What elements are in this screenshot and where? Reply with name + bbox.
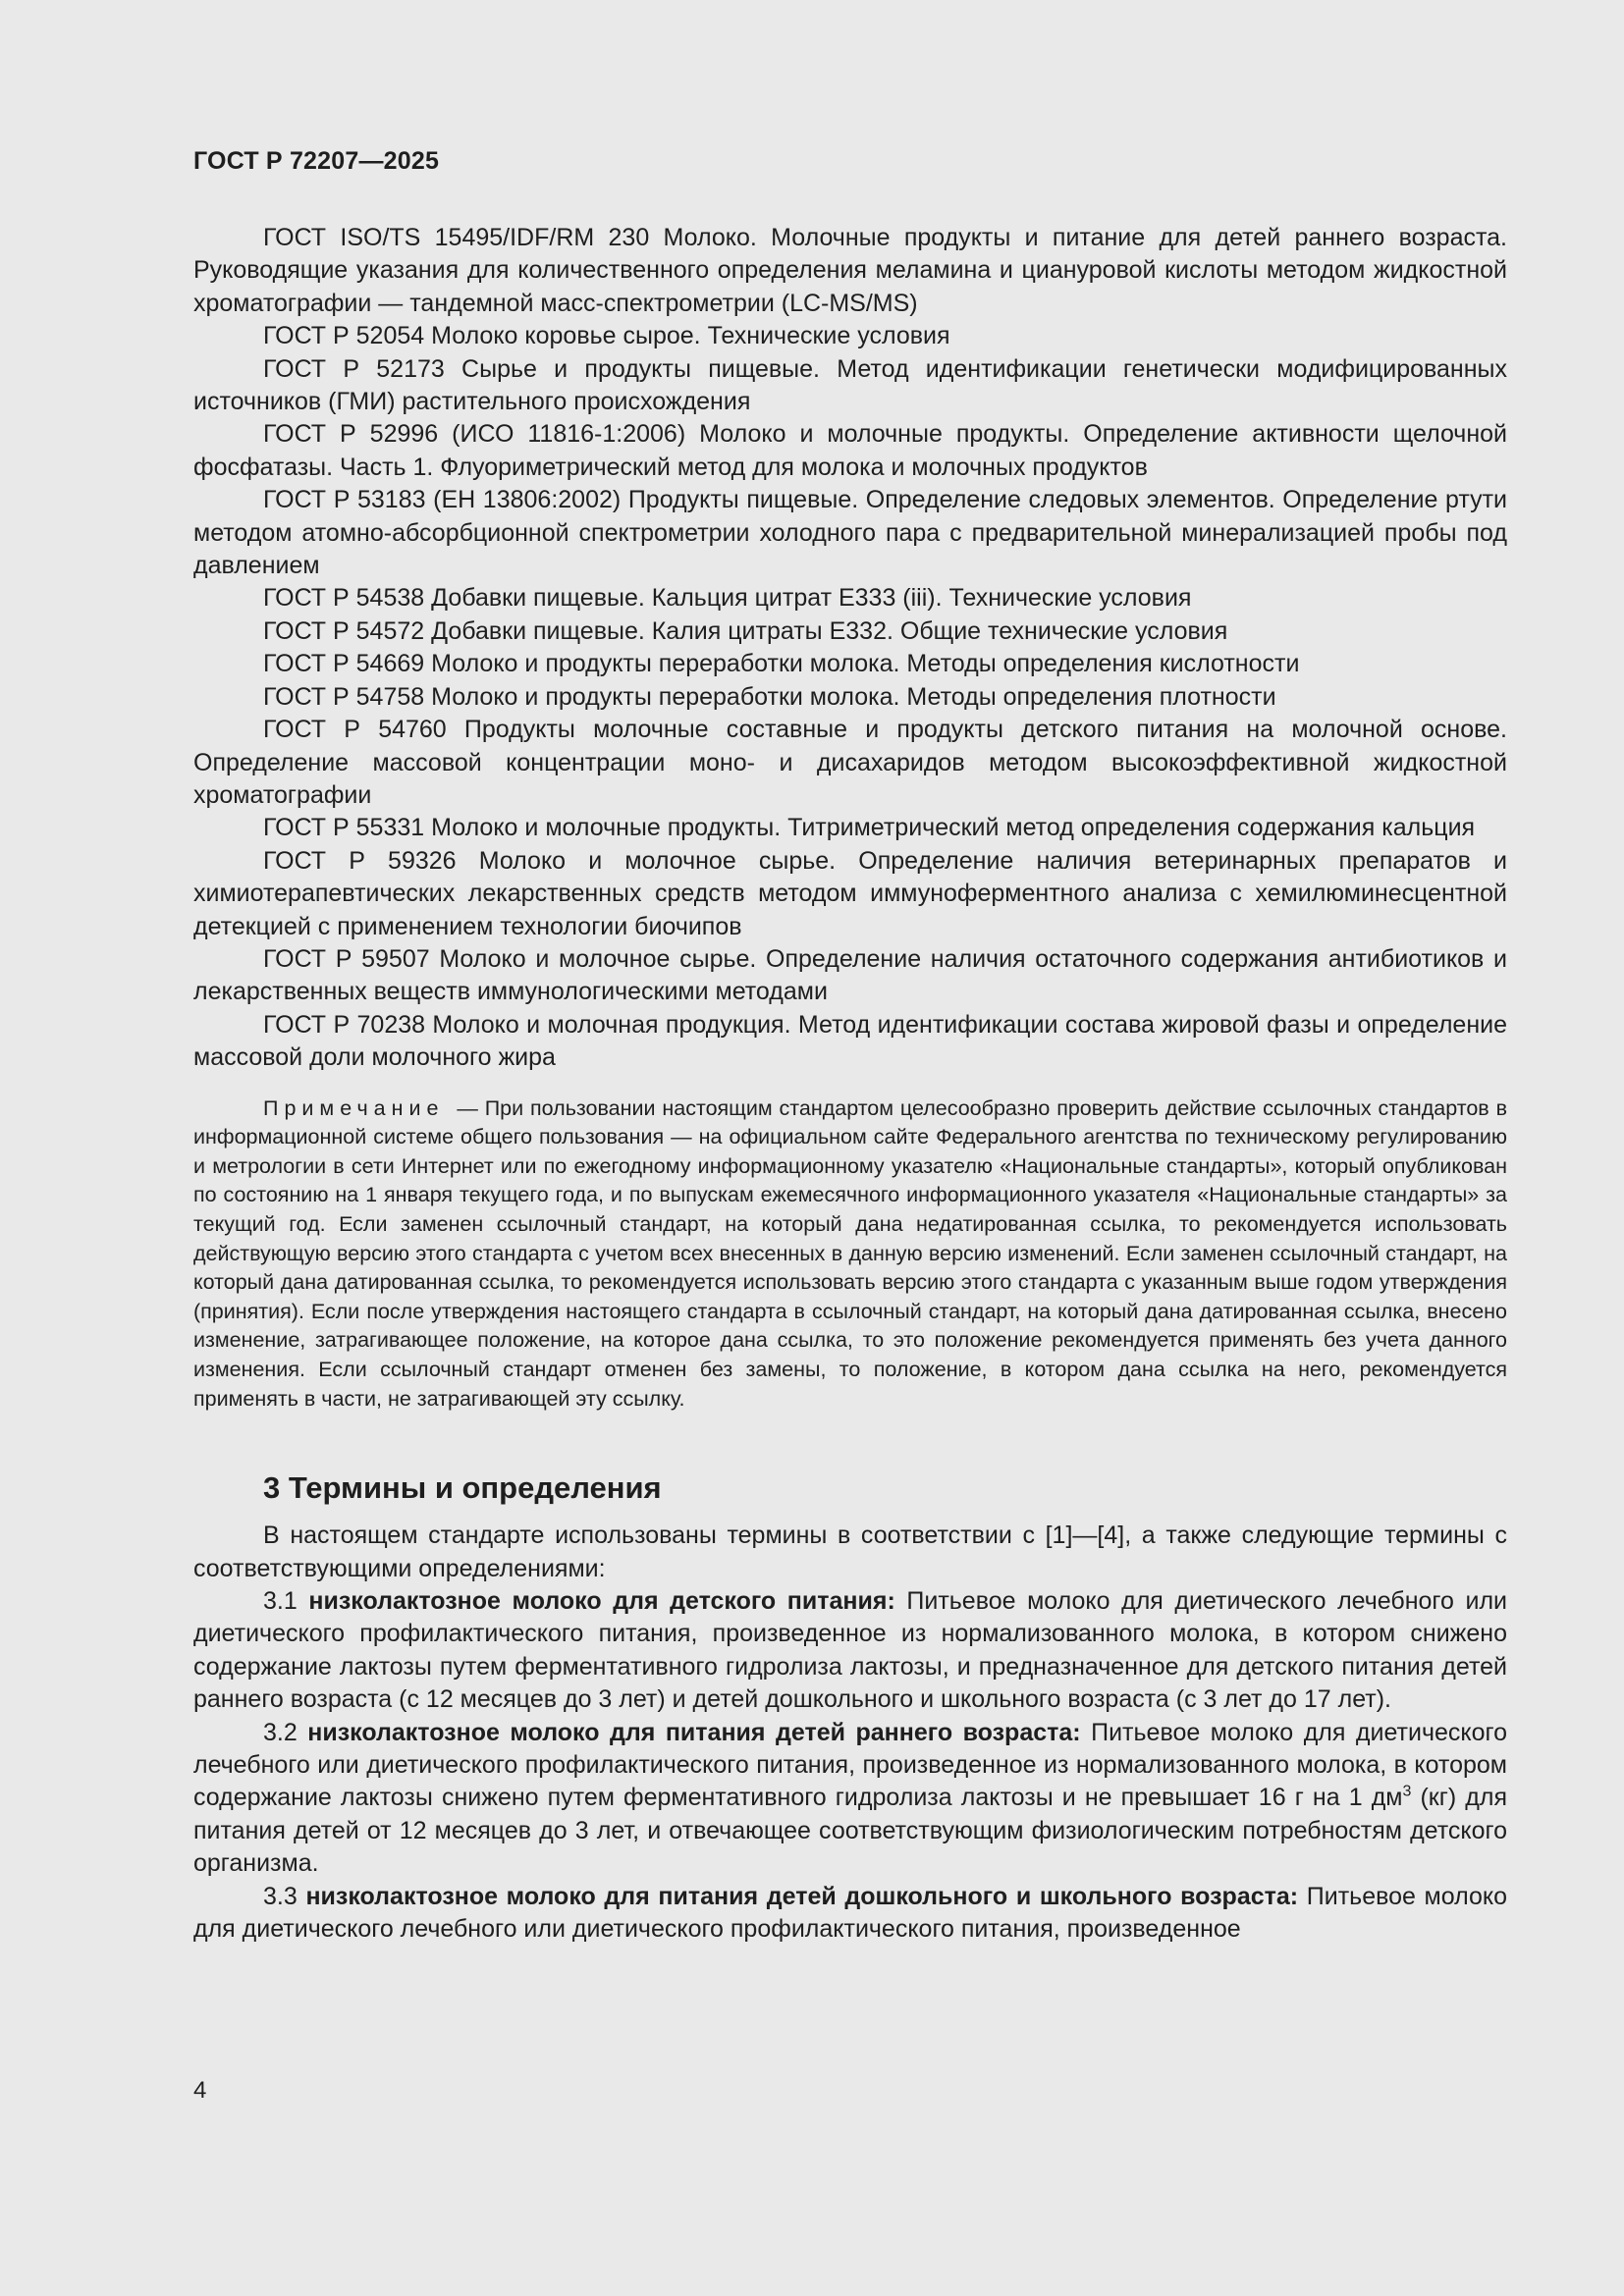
term-name: низколактозное молоко для детского питания: <box>308 1586 895 1615</box>
note-label: Примечание <box>263 1095 445 1120</box>
term-entry <box>193 1717 1507 1881</box>
reference-item: ГОСТ ISO/TS 15495/IDF/RM 230 Молоко. Молочные продукты и питание для детей раннего возраста. Руководящие указания для количественного определения меламина и циануровой кислоты методом жидкостной хроматографии — тандемной масс-спектрометрии (LC-MS/MS) <box>193 224 1507 317</box>
note-paragraph <box>193 1095 1507 1415</box>
reference-item: ГОСТ Р 55331 Молоко и молочные продукты. Титриметрический метод определения содержания кальция <box>263 814 1476 842</box>
reference-item: ГОСТ Р 53183 (ЕН 13806:2002) Продукты пищевые. Определение следовых элементов. Определение ртути методом атомно-абсорбционной спектрометрии холодного пара с предварительной минерализацией пробы под давлением <box>193 486 1507 580</box>
document-header: ГОСТ Р 72207—2025 <box>193 147 440 175</box>
reference-item: ГОСТ Р 54669 Молоко и продукты переработки молока. Методы определения кислотности <box>263 650 1300 678</box>
normative-references-list <box>193 222 1507 1075</box>
reference-item: ГОСТ Р 52054 Молоко коровье сырое. Технические условия <box>263 322 950 350</box>
reference-item: ГОСТ Р 54760 Продукты молочные составные и продукты детского питания на молочной основе. Определение массовой концентрации моно- и дисахаридов методом высокоэффективной жидкостной хроматографии <box>193 716 1507 809</box>
page-content <box>193 222 1507 1946</box>
term-name: низколактозное молоко для питания детей раннего возраста: <box>307 1718 1081 1746</box>
reference-item: ГОСТ Р 54538 Добавки пищевые. Кальция цитрат Е333 (iii). Технические условия <box>263 584 1192 613</box>
page-number: 4 <box>193 2077 207 2104</box>
term-definition: Питьевое молоко для диетического лечебного или диетического профилактического питания, произведенное из нормализованного молока, в котором содержание лактозы снижено путем ферментативного гидролиза лактозы и не превышает 16 г на 1 дм <box>193 1718 1508 1812</box>
term-name: низколактозное молоко для питания детей дошкольного и школьного возраста: <box>305 1882 1299 1910</box>
reference-item: ГОСТ Р 52996 (ИСО 11816-1:2006) Молоко и молочные продукты. Определение активности щелочной фосфатазы. Часть 1. Флуориметрический метод для молока и молочных продуктов <box>193 420 1507 481</box>
term-number: 3.3 <box>263 1882 298 1910</box>
term-entry <box>193 1585 1507 1717</box>
note-text: — При пользовании настоящим стандартом целесообразно проверить действие ссылочных стандартов в информационной системе общего пользования — на официальном сайте Федерального агентства по техническому регулированию и метрологии в сети Интернет или по ежегодному информационному указателю «Национальные стандарты», который опубликован по состоянию на 1 января текущего года, и по выпускам ежемесячного информационного указателя «Национальные стандарты» за текущий год. Если заменен ссылочный стандарт, на который дана недатированная ссылка, то рекомендуется использовать действующую версию этого стандарта с учетом всех внесенных в данную версию изменений. Если заменен ссылочный стандарт, на который дана датированная ссылка, то рекомендуется использовать версию этого стандарта с указанным выше годом утверждения (принятия). Если после утверждения настоящего стандарта в ссылочный стандарт, на который дана датированная ссылка, внесено изменение, затрагивающее положение, на которое дана ссылка, то это положение рекомендуется применять без учета данного изменения. Если ссылочный стандарт отменен без замены, то положение, в котором дана ссылка на него, рекомендуется применять в части, не затрагивающей эту ссылку. <box>193 1095 1507 1411</box>
reference-item: ГОСТ Р 59326 Молоко и молочное сырье. Определение наличия ветеринарных препаратов и химиотерапевтических лекарственных средств методом иммуноферментного анализа с хемилюминесцентной детекцией с применением технологии биочипов <box>193 846 1507 940</box>
term-definition: Питьевое молоко для диетического лечебного или диетического профилактического питания, произведенное <box>193 1882 1507 1943</box>
section-heading: 3 Термины и определения <box>263 1470 662 1506</box>
term-number: 3.2 <box>263 1718 298 1746</box>
term-number: 3.1 <box>263 1586 298 1615</box>
term-definition: Питьевое молоко для диетического лечебного или диетического профилактического питания, произведенное из нормализованного молока, в котором снижено содержание лактозы путем ферментативного гидролиза лактозы, и предназначенное для детского питания детей раннего возраста (с 12 месяцев до 3 лет) и детей дошкольного и школьного возраста (с 3 лет до 17 лет). <box>193 1586 1507 1714</box>
superscript: 3 <box>1402 1784 1412 1801</box>
terms-section <box>193 1520 1507 1946</box>
reference-item: ГОСТ Р 59507 Молоко и молочное сырье. Определение наличия остаточного содержания антибиотиков и лекарственных веществ иммунологическими методами <box>193 944 1507 1006</box>
reference-item: ГОСТ Р 52173 Сырье и продукты пищевые. Метод идентификации генетически модифицированных источников (ГМИ) растительного происхождения <box>193 354 1507 416</box>
reference-item: ГОСТ Р 54572 Добавки пищевые. Калия цитраты Е332. Общие технические условия <box>263 616 1228 645</box>
term-entry <box>193 1881 1507 1947</box>
reference-item: ГОСТ Р 70238 Молоко и молочная продукция. Метод идентификации состава жировой фазы и определение массовой доли молочного жира <box>193 1010 1507 1072</box>
term-definition-continued: (кг) для питания детей от 12 месяцев до 3 лет, и отвечающее соответствующим физиологическим потребностям детского организма. <box>193 1784 1507 1878</box>
reference-item: ГОСТ Р 54758 Молоко и продукты переработки молока. Методы определения плотности <box>263 682 1276 711</box>
section-intro: В настоящем стандарте использованы термины в соответствии с [1]—[4], а также следующие термины с соответствующими определениями: <box>193 1522 1507 1582</box>
